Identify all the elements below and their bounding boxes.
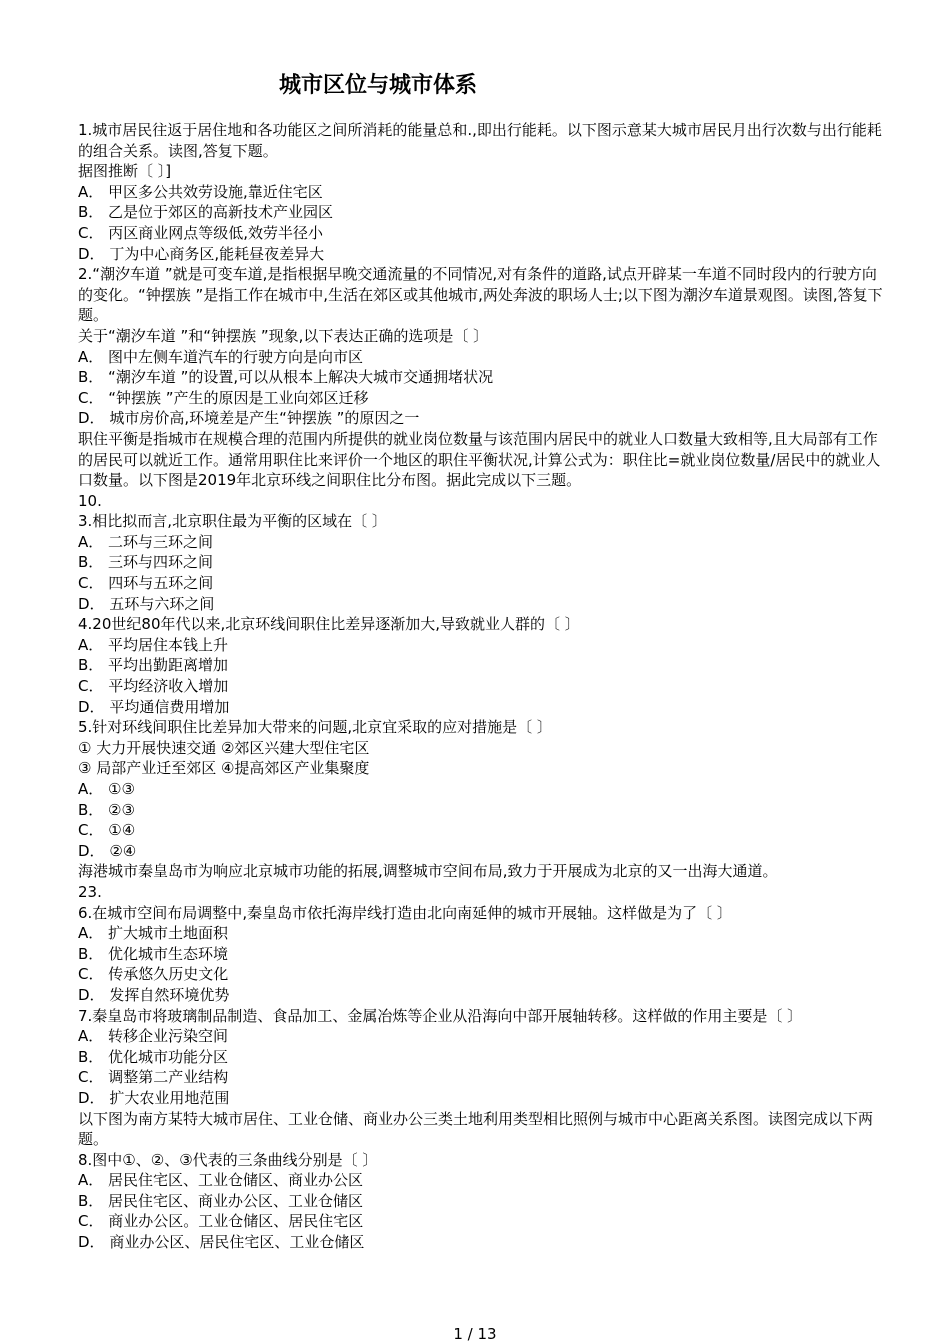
question-3-option-d: D． 五环与六环之间 [78,594,215,613]
question-5-option-a: A． ①③ [78,780,135,798]
question-5-option-b: B． ②③ [78,800,135,819]
question-2-option-c: C． “钟摆族 ”产生的原因是工业向郊区迁移 [78,388,369,407]
question-2-option-b: B． “潮汐车道 ”的设置,可以从根本上解决大城市交通拥堵状况 [78,368,494,387]
question-7-stem: 7.秦皇岛市将玻璃制品制造、食品加工、金属冶炼等企业从沿海向中部开展轴转移。这样做的作用主要是〔 〕 [78,1006,803,1025]
question-8-stem: 8.图中①、②、③代表的三条曲线分别是〔 〕 [78,1150,378,1169]
question-5-statements-1: ① 大力开展快速交通 ②郊区兴建大型住宅区 [78,738,370,757]
question-4-option-c: C． 平均经济收入增加 [78,677,229,696]
question-6-option-a: A． 扩大城市土地面积 [78,924,229,943]
question-8-option-c: C． 商业办公区。工业仓储区、居民住宅区 [78,1212,364,1231]
question-1-option-c: C． 丙区商业网点等级低,效劳半径小 [78,223,324,242]
question-8-option-d: D． 商业办公区、居民住宅区、工业仓储区 [78,1233,365,1252]
passage-land-use: 以下图为南方某特大城市居住、工业仓储、商业办公三类土地利用类型相比照例与城市中心距离关系图。读图完成以下两题。 [78,1109,874,1149]
question-2-stem: 关于“潮汐车道 ”和“钟摆族 ”现象,以下表达正确的选项是〔 〕 [78,326,489,345]
question-5-option-c: C． ①④ [78,821,136,840]
question-8-option-a: A． 居民住宅区、工业仓储区、商业办公区 [78,1171,364,1190]
question-8-option-b: B． 居民住宅区、商业办公区、工业仓储区 [78,1191,364,1210]
question-6-stem: 6.在城市空间布局调整中,秦皇岛市依托海岸线打造由北向南延伸的城市开展轴。这样做是为了〔 〕 [78,903,732,922]
question-5-statements-2: ③ 局部产业迁至郊区 ④提高郊区产业集聚度 [78,759,370,778]
question-3-stem: 3.相比拟而言,北京职住最为平衡的区域在〔 〕 [78,512,387,531]
question-1-stem: 据图推断〔 〕] [78,162,172,181]
question-4-option-a: A． 平均居住本钱上升 [78,635,229,654]
question-1-intro: 1.城市居民往返于居住地和各功能区之间所消耗的能量总和.,即出行能耗。以下图示意某大城市居民月出行次数与出行能耗的组合关系。读图,答复下题。 [78,121,882,160]
question-3-option-a: A． 二环与三环之间 [78,532,214,551]
question-2-option-d: D． 城市房价高,环境差是产生“钟摆族 ”的原因之一 [78,409,420,428]
question-6-option-c: C． 传承悠久历史文化 [78,965,229,984]
page-title: 城市区位与城市体系 [278,73,477,98]
question-7-option-b: B． 优化城市功能分区 [78,1047,229,1066]
question-6-option-b: B． 优化城市生态环境 [78,944,229,963]
figure-number-23: 23. [78,882,102,901]
question-5-stem: 5.针对环线间职住比差异加大带来的问题,北京宜采取的应对措施是〔 〕 [78,718,552,737]
document-body [68,120,884,1253]
question-1-option-a: A． 甲区多公共效劳设施,靠近住宅区 [78,182,323,201]
question-3-option-c: C． 四环与五环之间 [78,574,214,593]
question-1-option-d: D． 丁为中心商务区,能耗昼夜差异大 [78,244,325,263]
question-5-option-d: D． ②④ [78,841,137,860]
question-2-intro: 2.“潮汐车道 ”就是可变车道,是指根据早晚交通流量的不同情况,对有条件的道路,试点开辟某一车道不同时段内的行驶方向的变化。“钟摆族 ”是指工作在城市中,生活在郊区或其他城市,两处奔波的职场人士;以下图为潮汐车道景观图。读图,答复下题。 [78,265,883,325]
question-4-option-b: B． 平均出勤距离增加 [78,656,229,675]
question-7-option-c: C． 调整第二产业结构 [78,1068,229,1087]
question-7-option-d: D． 扩大农业用地范围 [78,1088,230,1107]
passage-qinhuangdao: 海港城市秦皇岛市为响应北京城市功能的拓展,调整城市空间布局,致力于开展成为北京的又一出海大通道。 [78,862,778,881]
question-4-option-d: D． 平均通信费用增加 [78,697,230,716]
question-1-option-b: B． 乙是位于郊区的高新技术产业园区 [78,203,334,222]
question-3-option-b: B． 三环与四环之间 [78,553,214,572]
passage-jobs-housing-balance: 职住平衡是指城市在规模合理的范围内所提供的就业岗位数量与该范围内居民中的就业人口数量大致相等,且大局部有工作的居民可以就近工作。通常用职住比来评价一个地区的职住平衡状况,计算公式为：职住比=就业岗位数量/居民中的就业人口数量。以下图是2019年北京环线之间职住比分布图。据此完成以下三题。 [78,429,881,490]
question-6-option-d: D． 发挥自然环境优势 [78,985,230,1004]
page-number: 1 / 13 [453,1325,497,1343]
question-7-option-a: A． 转移企业污染空间 [78,1027,229,1046]
question-2-option-a: A． 图中左侧车道汽车的行驶方向是向市区 [78,347,364,366]
question-4-stem: 4.20世纪80年代以来,北京环线间职住比差异逐渐加大,导致就业人群的〔 〕 [78,615,580,634]
figure-number-10: 10. [78,491,102,510]
